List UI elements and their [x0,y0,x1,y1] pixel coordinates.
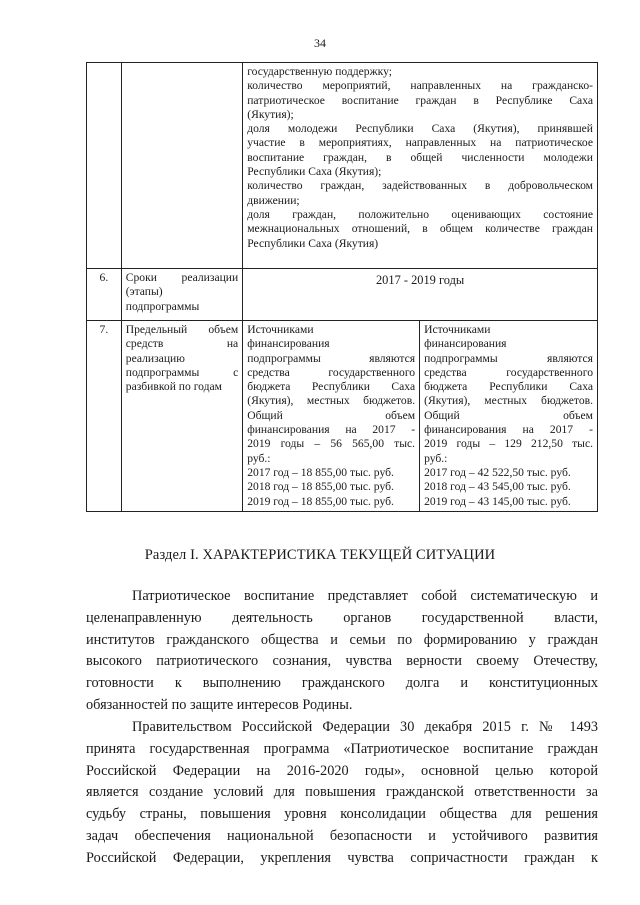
text-line: институтов гражданского общества и семьи по формированию у граждан [86,631,598,648]
table-row-continuation [87,63,598,269]
text-line: руб.: [247,451,271,465]
cell-label-empty [121,63,242,269]
text-line: воспитание граждан, в общей численности молодежи [247,150,593,164]
text-line: бюджета Республики Саха [424,380,593,394]
text-line: руб.: [424,451,448,465]
text-line: 2019 годы – 56 565,00 тыс. [247,437,416,451]
text-line: средства государственного [247,365,416,379]
text-line: 2018 год – 18 855,00 тыс. руб. [247,480,394,494]
paragraph-patriotic-education [86,586,598,717]
text-line: участие в мероприятиях, направленных на патриотическое [247,136,593,150]
text-line: Источниками [247,323,314,336]
text-line: финансирования [424,337,507,351]
text-line: Республики Саха (Якутия) [247,236,379,250]
financing-column-b [420,321,598,512]
text-line: 2019 год – 18 855,00 тыс. руб. [247,494,394,508]
text-line: 2019 годы – 129 212,50 тыс. [424,437,593,451]
text-line: Предельный объем [125,323,239,336]
text-line: задач обеспечения национальной безопасности и устойчивого развития [86,827,598,844]
text-line: Правительством Российской Федерации 30 декабря 2015 г. № 1493 [132,719,598,735]
text-line: Российской Федерации на 2016-2020 годы», основной целью которой [86,762,598,779]
text-line: (Якутия), местных бюджетов. [247,394,416,408]
text-line: средства государственного [424,365,593,379]
text-line: судьбу страны, повышения уровня консолидации общества для решения [86,806,598,823]
text-line: количество мероприятий, направленных на гражданско- [247,79,593,93]
text-line: 2017 год – 42 522,50 тыс. руб. [424,465,571,479]
subprogram-passport-table [86,62,598,512]
text-line: целенаправленную деятельность органов государственной власти, [86,609,598,626]
text-line: государственную поддержку; [247,65,392,78]
financing-column-a [243,321,420,512]
row-label [121,269,242,321]
text-line: принята государственная программа «Патриотическое воспитание граждан [86,740,598,757]
text-line: Общий объем [247,408,416,422]
text-line: Общий объем [424,408,593,422]
text-line: (Якутия), местных бюджетов. [424,394,593,408]
text-line: 2018 год – 43 545,00 тыс. руб. [424,480,571,494]
text-line: количество граждан, задействованных в добровольческом [247,179,593,193]
text-line: финансирования на 2017 - [247,423,416,437]
text-line: межнациональных отношений, в общем количестве граждан [247,222,593,236]
text-line: бюджета Республики Саха [247,380,416,394]
implementation-period: 2017 - 2019 годы [243,269,598,321]
text-line: 2017 год – 18 855,00 тыс. руб. [247,465,394,479]
text-line: средств на [125,337,239,351]
table-row-7 [87,321,598,512]
text-line: Источниками [424,323,491,336]
text-line: Республики Саха (Якутия); [247,165,382,179]
text-line: (этапы) [125,285,163,299]
text-line: является создание условий для повышения гражданской ответственности за [86,784,598,801]
section-title: Раздел I. ХАРАКТЕРИСТИКА ТЕКУЩЕЙ СИТУАЦИИ [144,547,496,563]
text-line: подпрограммы [125,299,200,313]
text-line: обязанностей по защите интересов Родины. [86,696,353,713]
page-number: 34 [314,36,326,50]
text-line: движении; [247,193,300,207]
text-line: 2019 год – 43 145,00 тыс. руб. [424,494,571,508]
text-line: разбивкой по годам [125,380,223,394]
text-line: Российской Федерации, укрепления чувства сопричастности граждан к [86,849,598,866]
row-label [121,321,242,512]
text-line: доля молодежи Республики Саха (Якутия), принявшей [247,122,593,136]
text-line: Патриотическое воспитание представляет собой систематическую и [132,588,598,604]
text-line: (Якутия); [247,107,294,121]
row-number: 6. [87,269,122,321]
text-line: доля граждан, положительно оценивающих состояние [247,207,593,221]
text-line: патриотическое воспитание граждан в Республике Саха [247,93,593,107]
text-line: подпрограммы с [125,365,239,379]
text-line: подпрограммы являются [247,351,416,365]
text-line: реализацию [125,351,185,365]
text-line: финансирования [247,337,330,351]
text-line: финансирования на 2017 - [424,423,593,437]
table-row-6 [87,269,598,321]
text-line: готовности к выполнению гражданского долга и конституционных [86,675,598,692]
paragraph-government-program [86,717,598,870]
text-line: подпрограммы являются [424,351,593,365]
text-line: Сроки реализации [125,271,239,284]
cell-indicators [243,63,598,269]
cell-num-empty [87,63,122,269]
row-number: 7. [87,321,122,512]
text-line: высокого патриотического сознания, чувства верности своему Отечеству, [86,653,598,670]
